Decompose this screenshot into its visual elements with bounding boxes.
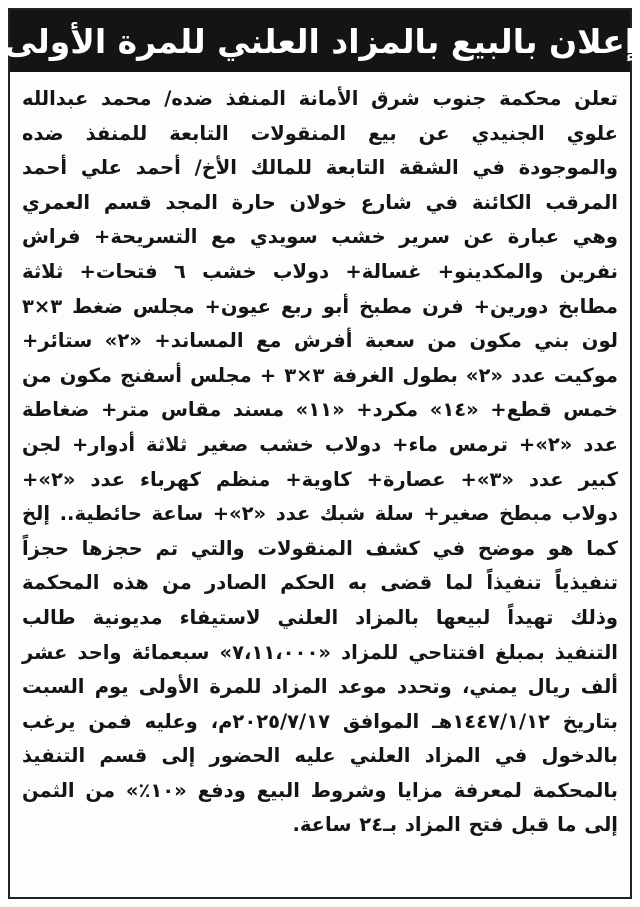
notice-title: إعلان بالبيع بالمزاد العلني للمرة الأولى — [3, 21, 637, 61]
notice-title-bar — [3, 10, 637, 72]
notice-body: تعلن محكمة جنوب شرق الأمانة المنفذ ضده/ محمد عبدالله علوي الجنيدي عن بيع المنقولات التابعة للمنفذ ضده والموجودة في الشقة التابعة للمالك الأخ/ أحمد علي أحمد المرقب الكائنة في شارع خولان حارة المجد قسم العمري وهي عبارة عن سرير خشب سويدي مع التسريحة+ فراش نفرين والمكدينو+ غسالة+ دولاب خشب ٦ فتحات+ ثلاثة مطابخ دورين+ فرن مطبخ أبو ربع عيون+ مجلس ضغط ٣×٣ لون بني مكون من سعبة أفرش مع المساند+ «٢» ستائر+ موكيت عدد «٢» بطول الغرفة ٣×٣ + مجلس أسفنج مكون من خمس قطع+ «١٤» مكرد+ «١١» مسند مقاس متر+ ضغاطة عدد «٢»+ ترمس ماء+ دولاب خشب صغير ثلاثة أدوار+ لجن كبير عدد «٣»+ عصارة+ كاوية+ منظم كهرباء عدد «٢»+ دولاب مبطخ صغير+ سلة شبك عدد «٢»+ ساعة حائطية.. إلخ كما هو موضح في كشف المنقولات والتي تم حجزها حجزاً تنفيذياً تنفيذاً لما قضى به الحكم الصادر من هذه المحكمة وذلك تهيداً لبيعها بالمزاد العلني لاستيفاء مديونية طالب التنفيذ بمبلغ افتتاحي للمزاد «٧،١١،٠٠٠» سبعمائة واحد عشر ألف ريال يمني، وتحدد موعد المزاد للمرة الأولى يوم السبت بتاريخ ١٤٤٧/١/١٢هـ الموافق ٢٠٢٥/٧/١٧م، وعليه فمن يرغب بالدخول في المزاد العلني عليه الحضور إلى قسم التنفيذ بالمحكمة لمعرفة مزايا وشروط البيع ودفع «١٠٪» من الثمن إلى ما قبل فتح المزاد بـ٢٤ ساعة. — [22, 87, 619, 837]
auction-notice — [3, 8, 637, 899]
